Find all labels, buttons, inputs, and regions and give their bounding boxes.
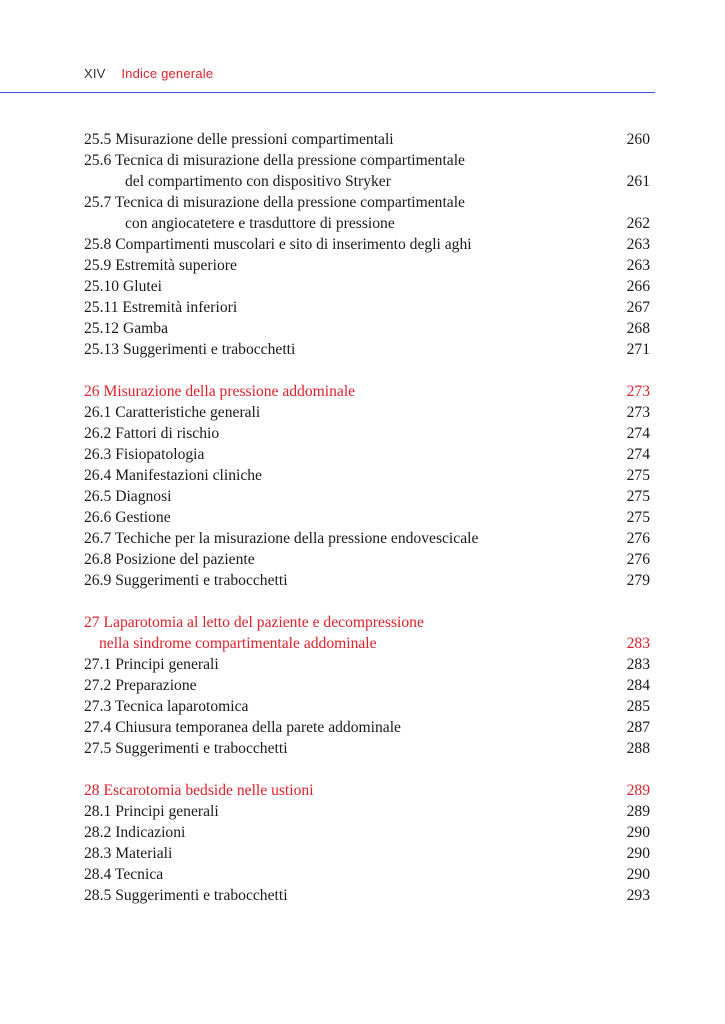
toc-entry-page: 261 [626,173,650,190]
toc-entry-page: 289 [626,803,650,820]
toc-entry-26-8[interactable] [84,549,650,570]
toc-chapter-title: 28 Escarotomia bedside nelle ustioni [84,782,314,799]
toc-entry-page: 290 [626,866,650,883]
toc-entry-title: del compartimento con dispositivo Stryker [125,173,391,190]
toc-entry-title: 27.3 Tecnica laparotomica [84,698,249,715]
toc-chapter-page: 283 [626,635,650,652]
toc-entry-title: 26.8 Posizione del paziente [84,551,255,568]
toc-chapter-title: 27 Laparotomia al letto del paziente e decompressione [84,614,424,631]
running-title: Indice generale [121,66,214,81]
toc-entry-27-2[interactable] [84,675,650,696]
toc-entry-title: 25.9 Estremità superiore [84,257,237,274]
toc-entry-title: 26.5 Diagnosi [84,488,172,505]
toc-entry-page: 293 [626,887,650,904]
toc-entry-page: 283 [626,656,650,673]
toc-entry-25-9[interactable] [84,255,650,276]
toc-entry-26-3[interactable] [84,444,650,465]
toc-entry-page: 279 [626,572,650,589]
toc-entry-title: 28.5 Suggerimenti e trabocchetti [84,887,288,904]
section-gap [84,759,650,780]
toc-entry-title: 25.5 Misurazione delle pressioni compartimentali [84,131,394,148]
toc-entry-title: 25.10 Glutei [84,278,162,295]
toc-entry-26-4[interactable] [84,465,650,486]
toc-entry-25-7-continued[interactable] [84,213,650,234]
toc-entry-title: 26.3 Fisiopatologia [84,446,205,463]
toc-entry-28-2[interactable] [84,822,650,843]
toc-entry-title: 27.1 Principi generali [84,656,219,673]
toc-entry-26-7[interactable] [84,528,650,549]
toc-entry-25-10[interactable] [84,276,650,297]
toc-chapter-title: nella sindrome compartimentale addominale [99,635,377,652]
toc-chapter-28[interactable] [84,780,650,801]
toc-entry-25-12[interactable] [84,318,650,339]
toc-entry-27-3[interactable] [84,696,650,717]
toc-entry-28-1[interactable] [84,801,650,822]
toc-entry-page: 268 [626,320,650,337]
toc-entry-title: 25.8 Compartimenti muscolari e sito di inserimento degli aghi [84,236,472,253]
toc-entry-25-13[interactable] [84,339,650,360]
toc-entry-page: 262 [626,215,650,232]
toc-entry-page: 287 [626,719,650,736]
toc-entry-page: 275 [626,488,650,505]
toc-entry-26-6[interactable] [84,507,650,528]
toc-entry-page: 273 [626,404,650,421]
toc-entry-title: 26.1 Caratteristiche generali [84,404,261,421]
toc-entry-page: 275 [626,467,650,484]
toc-entry-26-5[interactable] [84,486,650,507]
toc-entry-page: 275 [626,509,650,526]
toc-chapter-title: 26 Misurazione della pressione addominale [84,383,356,400]
page-number: XIV [84,66,106,81]
toc-entry-25-6[interactable] [84,150,650,171]
toc-entry-title: 27.4 Chiusura temporanea della parete addominale [84,719,401,736]
toc-entry-25-11[interactable] [84,297,650,318]
toc-chapter-page: 273 [626,383,650,400]
section-gap [84,360,650,381]
section-gap [84,591,650,612]
toc-entry-page: 274 [626,425,650,442]
toc-entry-page: 274 [626,446,650,463]
toc-chapter-page: 289 [626,782,650,799]
toc-entry-title: 25.13 Suggerimenti e trabocchetti [84,341,296,358]
toc-entry-page: 271 [626,341,650,358]
toc-entry-title: 25.11 Estremità inferiori [84,299,238,316]
header-rule [0,92,655,93]
toc-chapter-26[interactable] [84,381,650,402]
toc-entry-title: 28.2 Indicazioni [84,824,186,841]
toc-entry-page: 263 [626,236,650,253]
toc-entry-title: 26.7 Techiche per la misurazione della pressione endovescicale [84,530,479,547]
toc-entry-page: 267 [626,299,650,316]
toc-entry-title: 25.6 Tecnica di misurazione della pressione compartimentale [84,152,465,169]
toc-entry-page: 276 [626,530,650,547]
toc-entry-25-7[interactable] [84,192,650,213]
toc-entry-28-3[interactable] [84,843,650,864]
toc-entry-27-1[interactable] [84,654,650,675]
toc-entry-page: 266 [626,278,650,295]
toc-entry-title: 25.7 Tecnica di misurazione della pressione compartimentale [84,194,465,211]
running-header [84,66,213,81]
toc-entry-26-9[interactable] [84,570,650,591]
toc-chapter-27-continued[interactable] [84,633,650,654]
toc-entry-28-5[interactable] [84,885,650,906]
toc-entry-page: 276 [626,551,650,568]
toc-entry-title: 25.12 Gamba [84,320,169,337]
toc-entry-page: 285 [626,698,650,715]
toc-entry-27-4[interactable] [84,717,650,738]
toc-entry-title: 26.2 Fattori di rischio [84,425,220,442]
toc-entry-27-5[interactable] [84,738,650,759]
toc-entry-page: 290 [626,845,650,862]
toc-entry-title: 26.9 Suggerimenti e trabocchetti [84,572,288,589]
toc-entry-title: 26.6 Gestione [84,509,171,526]
toc-entry-26-2[interactable] [84,423,650,444]
toc-entry-page: 288 [626,740,650,757]
toc-entry-25-8[interactable] [84,234,650,255]
toc-chapter-27[interactable] [84,612,650,633]
toc-entry-title: 27.5 Suggerimenti e trabocchetti [84,740,288,757]
toc-entry-page: 260 [626,131,650,148]
toc-entry-title: 28.4 Tecnica [84,866,164,883]
toc-entry-title: 26.4 Manifestazioni cliniche [84,467,262,484]
table-of-contents [84,129,650,906]
toc-entry-page: 263 [626,257,650,274]
toc-entry-title: 27.2 Preparazione [84,677,197,694]
toc-entry-25-5[interactable] [84,129,650,150]
toc-entry-page: 290 [626,824,650,841]
toc-entry-title: 28.3 Materiali [84,845,173,862]
toc-entry-page: 284 [626,677,650,694]
toc-entry-25-6-continued[interactable] [84,171,650,192]
toc-entry-26-1[interactable] [84,402,650,423]
toc-entry-title: con angiocatetere e trasduttore di pressione [125,215,395,232]
toc-entry-28-4[interactable] [84,864,650,885]
toc-entry-title: 28.1 Principi generali [84,803,219,820]
